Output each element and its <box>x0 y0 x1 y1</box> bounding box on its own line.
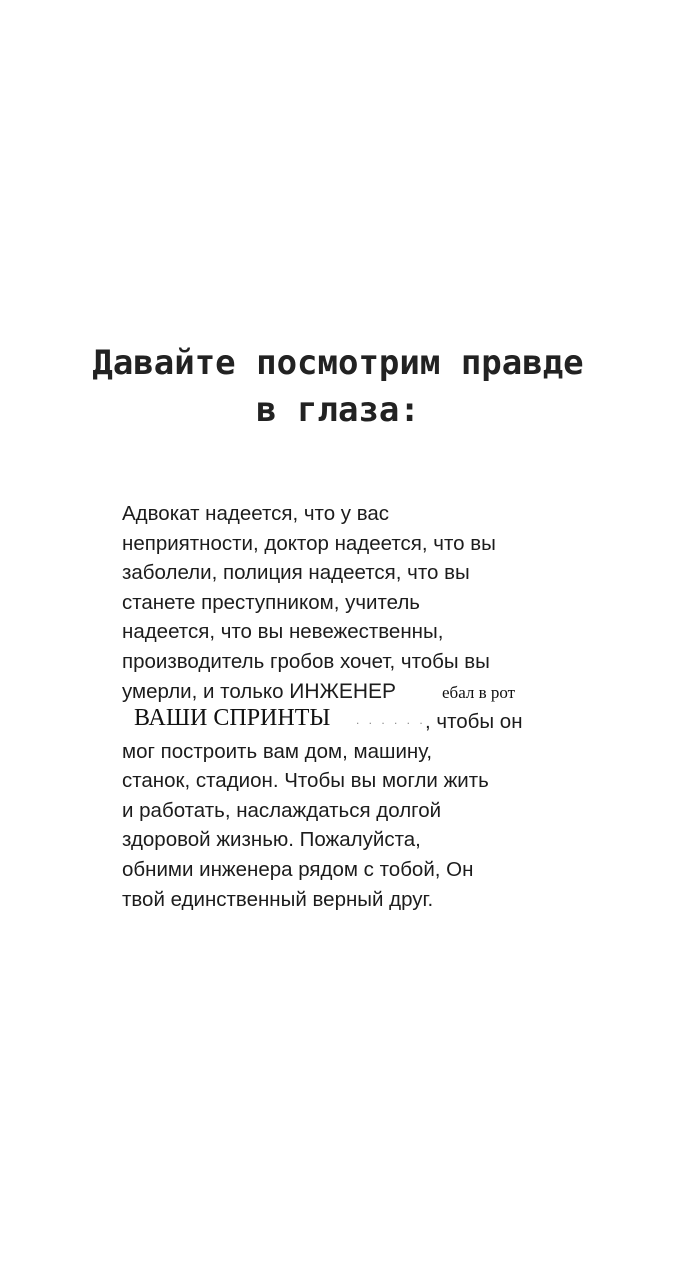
body-line-9: мог построить вам дом, машину, <box>122 740 433 763</box>
overlay-caption-small: ебал в рот <box>442 683 516 702</box>
body-line-8-end: , чтобы он <box>425 710 523 733</box>
body-line-13: обними инженера рядом с тобой, Он <box>122 858 474 881</box>
body-line-6: производитель гробов хочет, чтобы вы <box>122 650 490 673</box>
body-line-14: твой единственный верный друг. <box>122 888 434 911</box>
body-line-7 <box>122 680 396 704</box>
body-line-5: надеется, что вы невежественны, <box>122 620 444 643</box>
body-line-4: станете преступником, учитель <box>122 591 420 614</box>
body-line-12: здоровой жизнью. Пожалуйста, <box>122 828 421 851</box>
body-line-7-start: умерли, и только <box>122 680 290 703</box>
headline-line-1: Давайте посмотрим правде <box>92 343 584 383</box>
body-line-10: станок, стадион. Чтобы вы могли жить <box>122 769 489 792</box>
engineer-word: ИНЖЕНЕР <box>289 680 397 703</box>
body-line-3: заболели, полиция надеется, что вы <box>122 561 470 584</box>
body-line-11: и работать, наслаждаться долгой <box>122 799 442 822</box>
headline-line-2: в глаза: <box>256 390 420 430</box>
body-line-1: Адвокат надеется, что у вас <box>122 502 390 525</box>
overlay-caption-large: ВАШИ СПРИНТЫ <box>134 705 331 731</box>
body-line-2: неприятности, доктор надеется, что вы <box>122 532 496 555</box>
erased-text-remnant: . . . . . . <box>356 713 426 727</box>
